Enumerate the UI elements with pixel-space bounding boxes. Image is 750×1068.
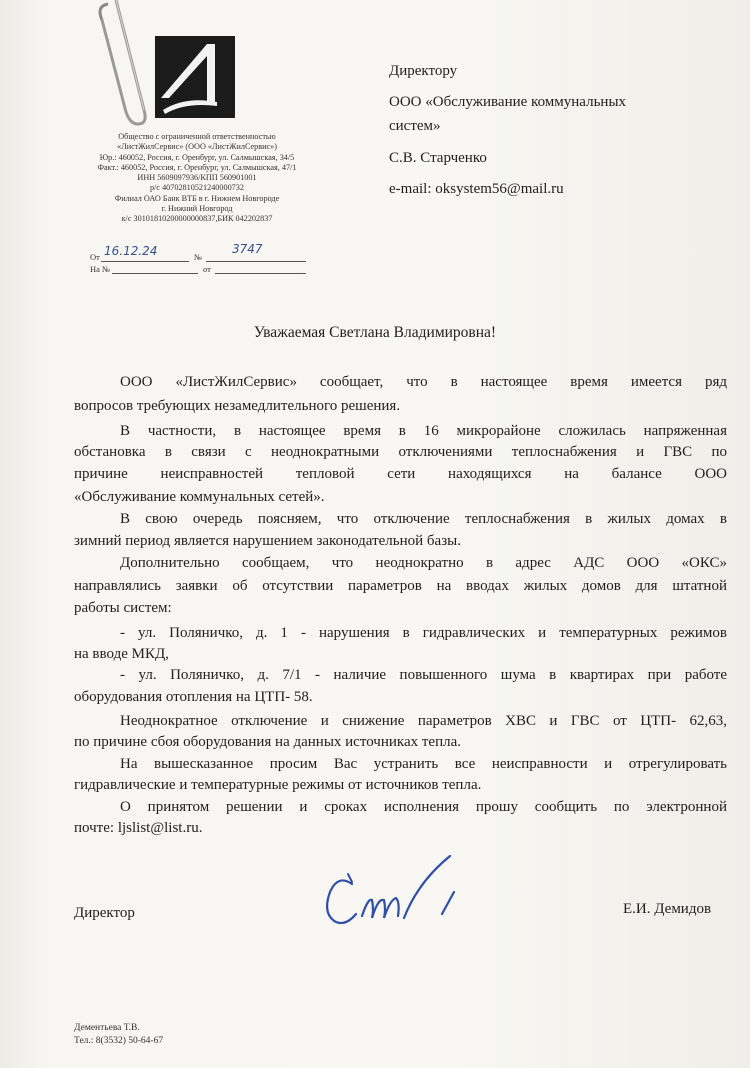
company-line: ИНН 5609097936/КПП 560901001 [137, 173, 257, 183]
ref-from-label: от [203, 264, 211, 274]
body-line: В частности, в настоящее время в 16 микрорайоне сложилась напряженная [120, 423, 727, 439]
body-line: причине неисправностей тепловой сети находящихся на балансе ООО [74, 466, 727, 482]
ref-number-field [112, 262, 198, 274]
company-logo [155, 36, 235, 118]
executor-info [74, 1022, 163, 1048]
company-line: Общество с ограниченной ответственностью [118, 132, 276, 141]
body-line: почте: ljslist@list.ru. [74, 820, 203, 836]
executor-phone: Тел.: 8(3532) 50-64-67 [74, 1036, 164, 1046]
signer-position: Директор [74, 905, 135, 921]
company-line: г. Нижний Новгород [161, 204, 233, 214]
addressee-line: С.В. Старченко [389, 150, 487, 166]
body-line: оборудования отопления на ЦТП- 58. [74, 689, 313, 705]
from-label: От [90, 252, 100, 262]
paper-clip-icon [86, 0, 166, 128]
ref-date-field [215, 262, 306, 274]
signer-name: Е.И. Демидов [623, 901, 712, 917]
addressee-email: e-mail: oksystem56@mail.ru [389, 181, 564, 197]
company-line: Факт.: 460052, Россия, г. Оренбург, ул. Салмышская, 47/1 [97, 162, 297, 172]
company-details [62, 132, 332, 225]
body-line: - ул. Поляничко, д. 1 - нарушения в гидравлических и температурных режимов [120, 625, 727, 641]
number-label: № [194, 252, 203, 262]
body-line: гидравлические и температурные режимы от источников тепла. [74, 777, 482, 793]
company-line: р/с 40702810521240000732 [150, 183, 244, 193]
body-line: вопросов требующих незамедлительного решения. [74, 398, 401, 414]
executor-name: Дементьева Т.В. [74, 1023, 140, 1033]
company-line: «ЛистЖилСервис» (ООО «ЛистЖилСервис») [117, 142, 277, 152]
salutation: Уважаемая Светлана Владимировна! [253, 324, 497, 341]
body-line: зимний период является нарушением законодательной базы. [74, 533, 461, 549]
company-line: Филиал ОАО Банк ВТБ в г. Нижнем Новгороде [114, 193, 280, 203]
body-line: В свою очередь поясняем, что отключение теплоснабжения в жилых домах в [120, 511, 727, 527]
addressee-line: ООО «Обслуживание коммунальных [389, 94, 627, 110]
ref-label: На № [90, 264, 111, 274]
body-line: направлялись заявки об отсутствии параметров на вводах жилых домов для штатной [74, 578, 727, 594]
addressee-line: систем» [389, 118, 441, 134]
handwritten-signature [318, 852, 478, 942]
body-line: «Обслуживание коммунальных сетей». [74, 489, 325, 505]
body-line: работы систем: [74, 600, 172, 616]
body-line: Дополнительно сообщаем, что неоднократно в адрес АДС ООО «ОКС» [120, 555, 727, 571]
body-line: обстановка в связи с неоднократными отключениями теплоснабжения и ГВС по [74, 444, 727, 460]
body-line: На вышесказанное просим Вас устранить все неисправности и отрегулировать [120, 756, 727, 772]
addressee-line: Директору [389, 63, 458, 79]
number-value: 3747 [232, 242, 263, 256]
body-line: Неоднократное отключение и снижение параметров ХВС и ГВС от ЦТП- 62,63, [120, 713, 727, 729]
body-line: по причине сбоя оборудования на данных источниках тепла. [74, 734, 462, 750]
body-line: О принятом решении и сроках исполнения прошу сообщить по электронной [120, 799, 727, 815]
body-line: ООО «ЛистЖилСервис» сообщает, что в настоящее время имеется ряд [120, 374, 727, 390]
body-line: на вводе МКД, [74, 646, 169, 662]
company-line: к/с 30101810200000000837,БИК 042202837 [121, 214, 273, 224]
company-line: Юр.: 460052, Россия, г. Оренбург, ул. Салмышская, 34/5 [99, 152, 295, 162]
date-value: 16.12.24 [104, 244, 158, 258]
body-line: - ул. Поляничко, д. 7/1 - наличие повышенного шума в квартирах при работе [120, 667, 727, 683]
